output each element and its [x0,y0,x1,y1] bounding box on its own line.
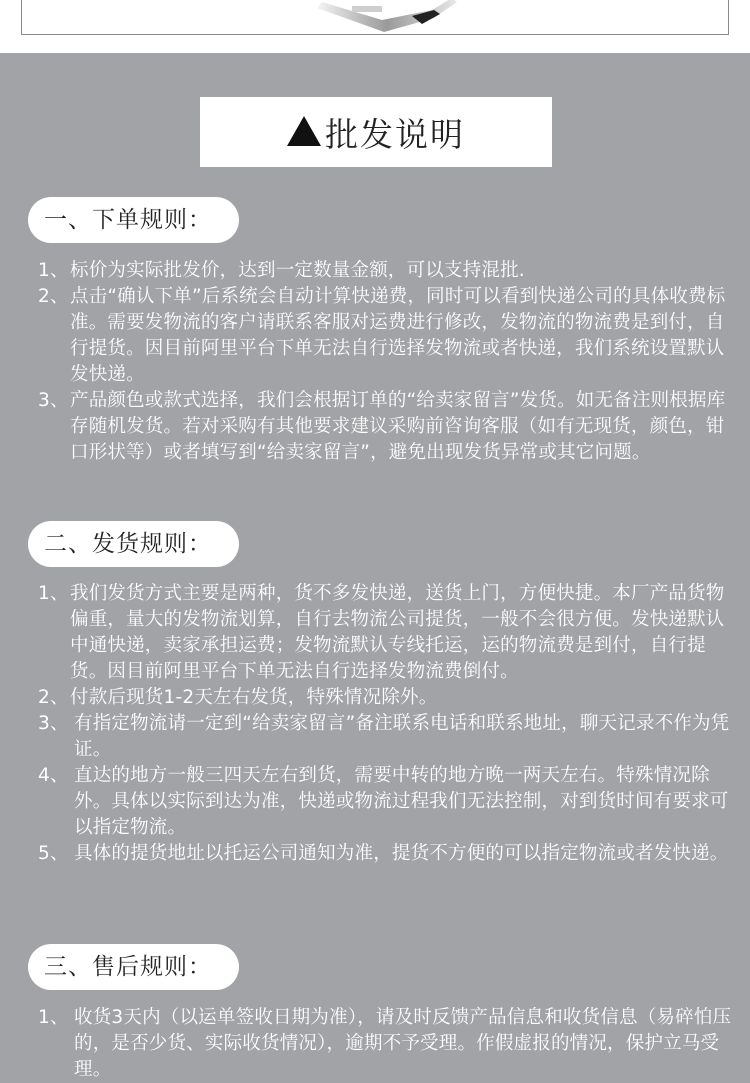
list-item: 1、 收货3天内（以运单签收日期为准），请及时反馈产品信息和收货信息（易碎怕压的，是否少货、实际收货情况），逾期不予受理。作假虚报的情况，保护立马受理。 [38,1007,732,1080]
list-item: 5、 具体的提货地址以托运公司通知为准，提货不方便的可以指定物流或者发快递。 [38,843,729,864]
order-rules-list [38,258,738,466]
list-item: 1、 标价为实际批发价，达到一定数量金额，可以支持混批. [38,260,525,281]
product-photo [312,0,462,32]
list-item: 2、 点击“确认下单”后系统会自动计算快递费，同时可以看到快递公司的具体收费标准。需要发物流的客户请联系客服对运费进行修改，发物流的物流费是到付，自行提货。因目前阿里平台下单无法自行选择发物流或者快递，我们系统设置默认发快递。 [38,286,726,385]
list-item: 1、 我们发货方式主要是两种，货不多发快递，送货上门，方便快捷。本厂产品货物偏重，量大的发物流划算，自行去物流公司提货，一般不会很方便。发快递默认中通快递，卖家承担运费；发物流默认专线托运，运的物流费是到付，自行提货。因目前阿里平台下单无法自行选择发物流费倒付。 [38,583,725,682]
list-item: 3、 有指定物流请一定到“给卖家留言”备注联系电话和联系地址，聊天记录不作为凭证。 [38,713,730,760]
triangle-icon [287,116,321,146]
after-sales-rules-list [38,1005,738,1083]
product-image-frame [21,0,729,35]
shipping-rules-list [38,581,738,867]
list-item: 2、 付款后现货1-2天左右发货，特殊情况除外。 [38,687,438,708]
section-heading-after-sales-rules: 三、售后规则： [28,944,239,990]
section-heading-shipping-rules: 二、发货规则： [28,521,239,567]
section-heading-order-rules: 一、下单规则： [28,197,239,243]
list-item: 3、 产品颜色或款式选择，我们会根据订单的“给卖家留言”发货。如无备注则根据库存随机发货。若对采购有其他要求建议采购前咨询客服（如有无现货，颜色，钳口形状等）或者填写到“给卖家留言”，避免出现发货异常或其它问题。 [38,390,726,463]
top-image-area [0,0,750,53]
page-title [200,97,552,167]
list-item: 4、 直达的地方一般三四天左右到货，需要中转的地方晚一两天左右。特殊情况除外。具体以实际到达为准，快递或物流过程我们无法控制，对到货时间有要求可以指定物流。 [38,765,729,838]
page-title-text: 批发说明 [325,114,465,154]
